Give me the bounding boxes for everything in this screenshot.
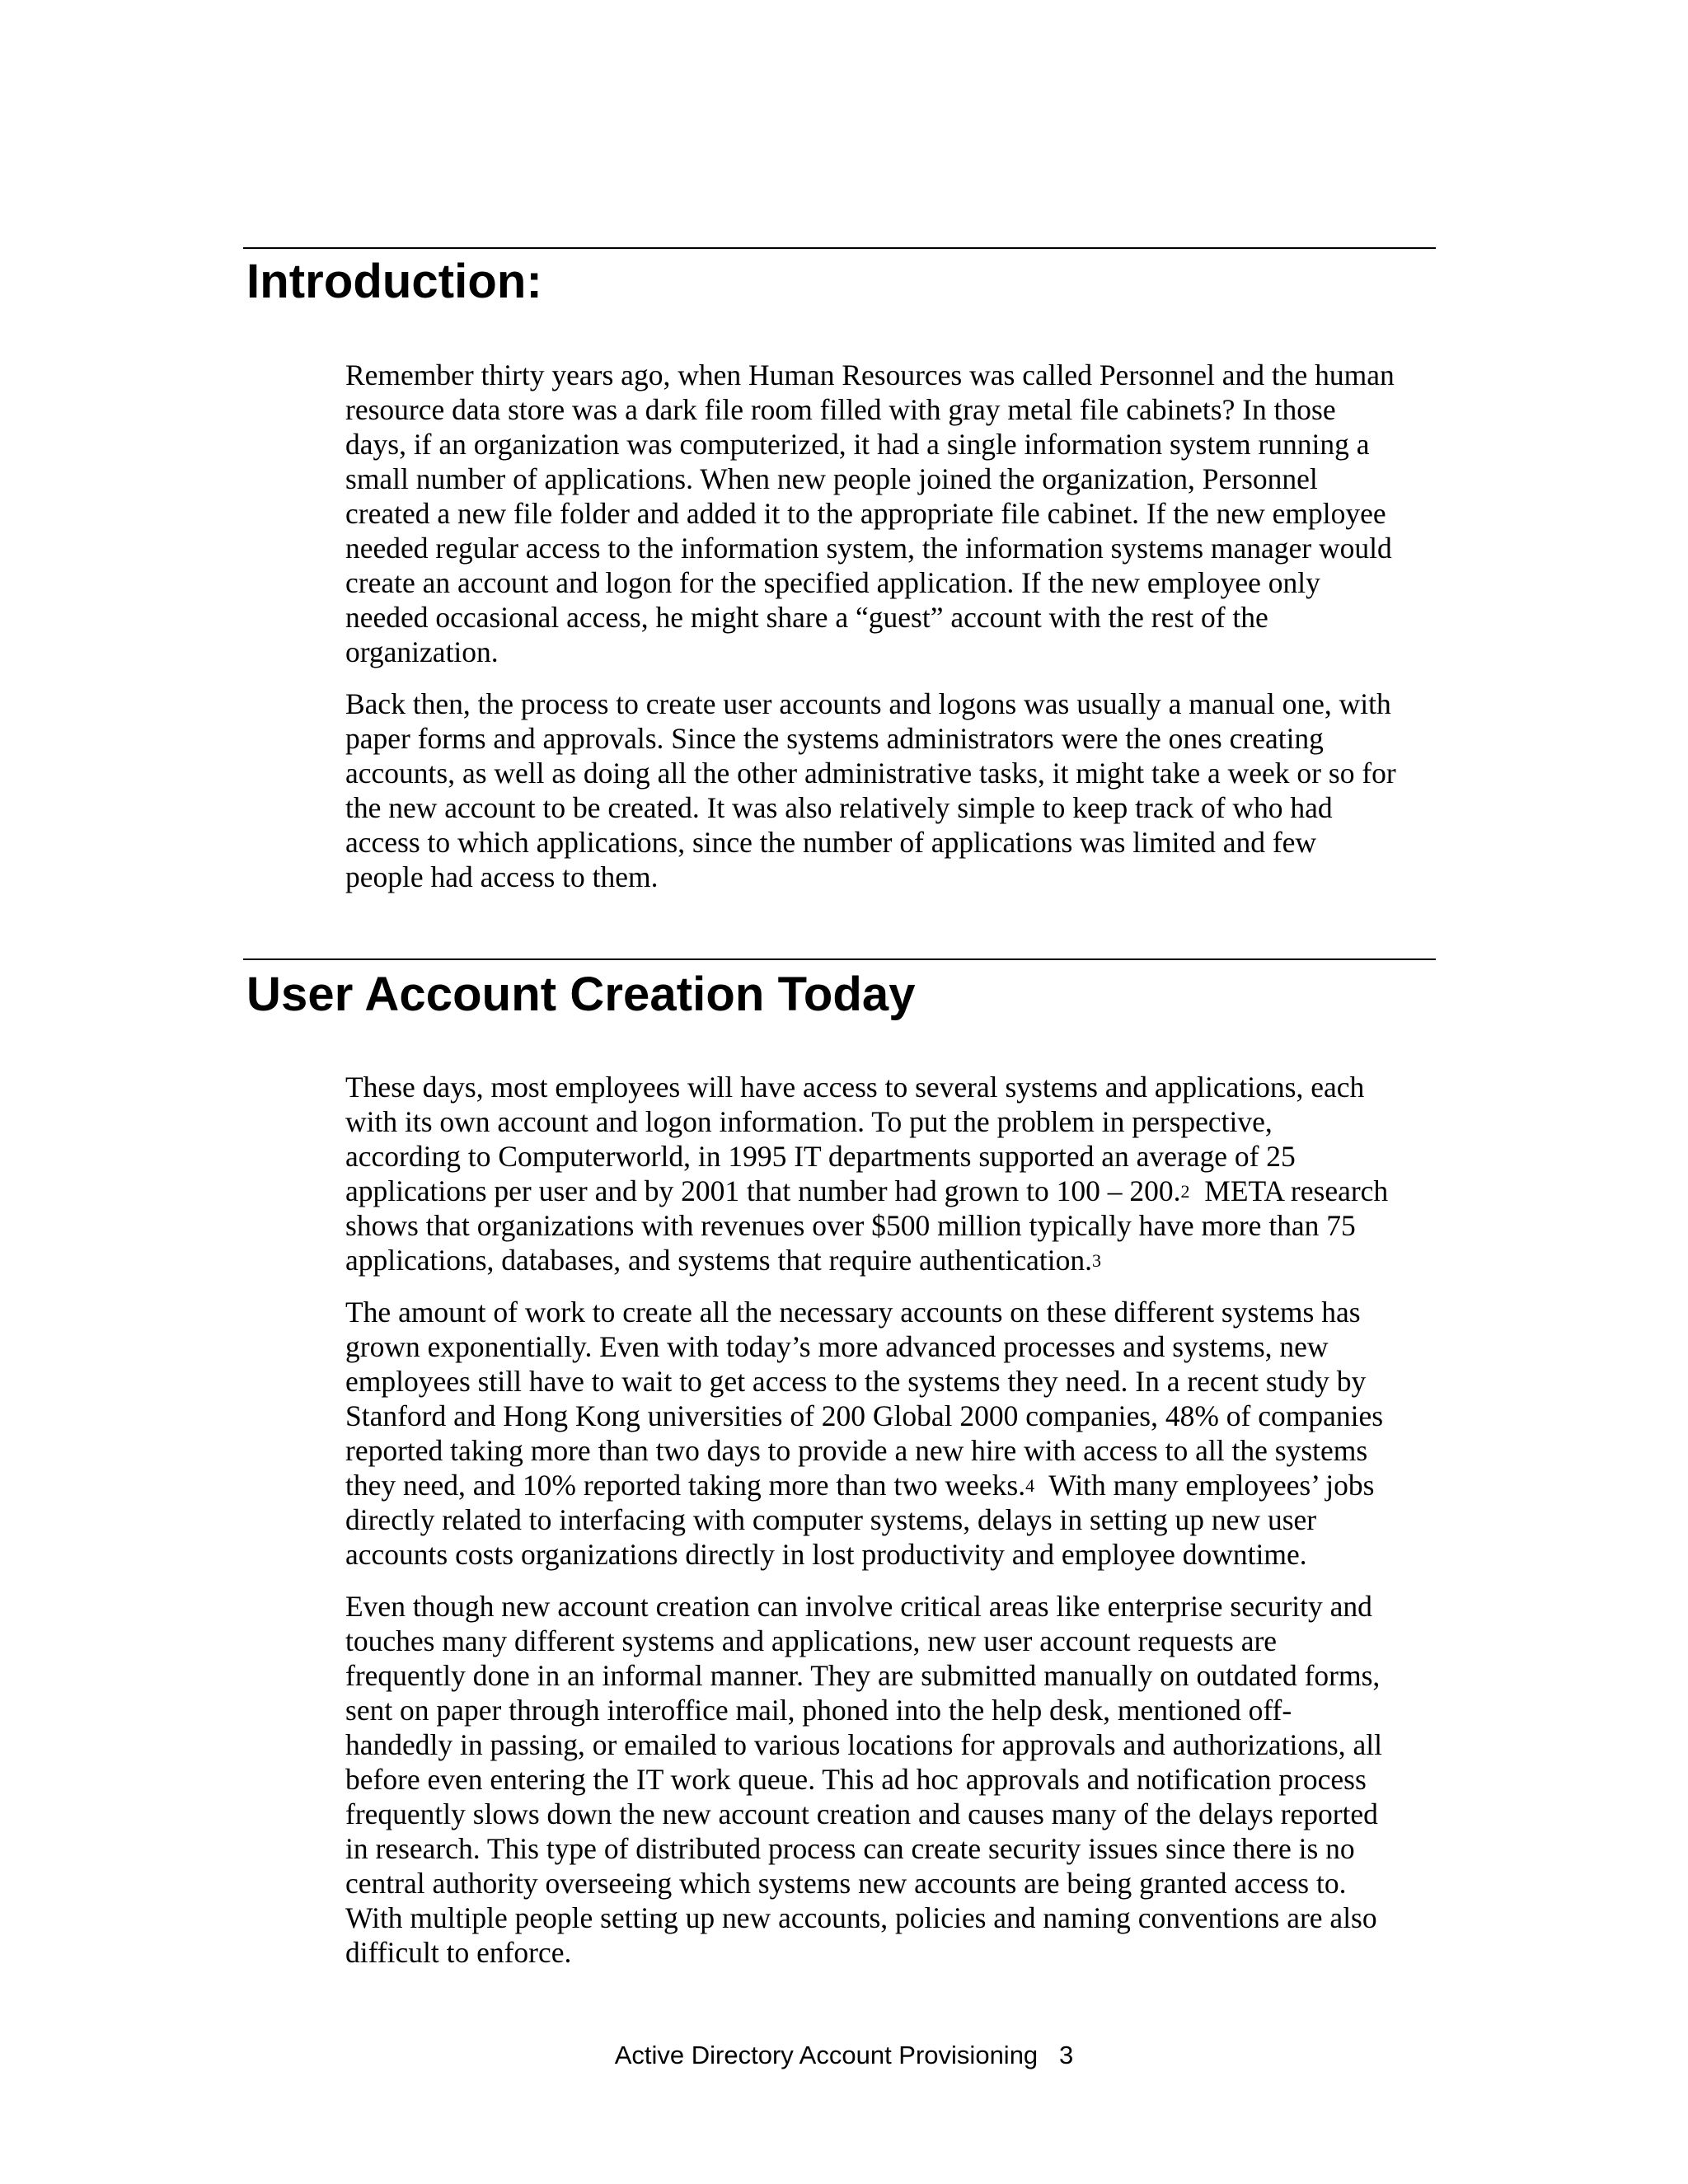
footnote-reference: 2	[1180, 1181, 1190, 1202]
text-line: created a new file folder and added it to the appropriate file cabinet. If the new employee	[345, 497, 1386, 530]
text-line: resource data store was a dark file room filled with gray metal file cabinets? In those	[345, 393, 1336, 426]
text-line: before even entering the IT work queue. This ad hoc approvals and notification process	[345, 1763, 1367, 1796]
text-line: with its own account and logon information. To put the problem in perspective,	[345, 1105, 1273, 1138]
text-line: sent on paper through interoffice mail, phoned into the help desk, mentioned off-	[345, 1694, 1292, 1727]
section-divider	[243, 247, 1436, 249]
text-line: paper forms and approvals. Since the systems administrators were the ones creating	[345, 722, 1324, 755]
text-line: access to which applications, since the number of applications was limited and few	[345, 826, 1317, 859]
section-heading-user-account-creation-today: User Account Creation Today	[246, 968, 916, 1021]
text-line: according to Computerworld, in 1995 IT departments supported an average of 25	[345, 1140, 1296, 1173]
text-line: small number of applications. When new people joined the organization, Personnel	[345, 462, 1318, 495]
body-paragraph	[345, 358, 1442, 669]
body-paragraph	[345, 1589, 1442, 1970]
text-line: Even though new account creation can involve critical areas like enterprise security and	[345, 1590, 1372, 1623]
text-line: accounts costs organizations directly in lost productivity and employee downtime.	[345, 1538, 1307, 1571]
text-line: Back then, the process to create user accounts and logons was usually a manual one, with	[345, 687, 1391, 720]
text-line: These days, most employees will have access to several systems and applications, each	[345, 1071, 1365, 1104]
text-line: Stanford and Hong Kong universities of 200 Global 2000 companies, 48% of companies	[345, 1399, 1384, 1432]
text-line: the new account to be created. It was also relatively simple to keep track of who had	[345, 791, 1333, 824]
text-line: organization.	[345, 635, 499, 668]
section-body-user-account-creation-today	[345, 1070, 1442, 1987]
footnote-reference: 3	[1091, 1250, 1101, 1271]
text-line: touches many different systems and applications, new user account requests are	[345, 1624, 1278, 1657]
text-line: With multiple people setting up new accounts, policies and naming conventions are also	[345, 1901, 1377, 1934]
text-line: shows that organizations with revenues over $500 million typically have more than 75	[345, 1209, 1356, 1242]
footnote-reference: 4	[1025, 1475, 1035, 1496]
line-text-continued: META research	[1189, 1174, 1389, 1207]
line-text: they need, and 10% reported taking more than two weeks.	[345, 1469, 1026, 1502]
text-line: in research. This type of distributed process can create security issues since there is no	[345, 1832, 1355, 1865]
text-line: central authority overseeing which systems new accounts are being granted access to.	[345, 1867, 1347, 1900]
text-line: handedly in passing, or emailed to various locations for approvals and authorizations, all	[345, 1728, 1382, 1761]
body-paragraph	[345, 1295, 1442, 1572]
body-paragraph	[345, 1070, 1442, 1277]
text-line: needed occasional access, he might share a “guest” account with the rest of the	[345, 601, 1268, 634]
text-line	[345, 1243, 1442, 1277]
text-line: difficult to enforce.	[345, 1936, 572, 1969]
line-text: applications per user and by 2001 that number had grown to 100 – 200.	[345, 1174, 1181, 1207]
footer-document-title: Active Directory Account Provisioning	[614, 2041, 1039, 2069]
text-line: days, if an organization was computerized, it had a single information system running a	[345, 428, 1370, 461]
body-paragraph	[345, 687, 1442, 894]
text-line: Remember thirty years ago, when Human Resources was called Personnel and the human	[345, 359, 1395, 391]
section-heading-introduction: Introduction:	[246, 255, 542, 308]
text-line	[345, 1174, 1442, 1208]
section-body-introduction	[345, 358, 1442, 912]
text-line: frequently slows down the new account creation and causes many of the delays reported	[345, 1797, 1378, 1830]
page-number: 3	[1059, 2041, 1074, 2069]
text-line: reported taking more than two days to provide a new hire with access to all the systems	[345, 1434, 1368, 1467]
page-footer	[0, 2042, 1688, 2068]
text-line: frequently done in an informal manner. They are submitted manually on outdated forms,	[345, 1659, 1381, 1692]
text-line: people had access to them.	[345, 860, 659, 893]
text-line: create an account and logon for the specified application. If the new employee only	[345, 566, 1320, 599]
text-line	[345, 1468, 1442, 1502]
line-text-continued: With many employees’ jobs	[1034, 1469, 1375, 1502]
text-line: needed regular access to the information system, the information systems manager would	[345, 532, 1392, 565]
text-line: grown exponentially. Even with today’s more advanced processes and systems, new	[345, 1330, 1329, 1363]
text-line: directly related to interfacing with computer systems, delays in setting up new user	[345, 1503, 1317, 1536]
line-text: applications, databases, and systems that require authentication.	[345, 1244, 1092, 1277]
section-divider	[243, 958, 1436, 960]
text-line: accounts, as well as doing all the other administrative tasks, it might take a week or so for	[345, 757, 1396, 790]
text-line: The amount of work to create all the necessary accounts on these different systems has	[345, 1296, 1361, 1329]
text-line: employees still have to wait to get access to the systems they need. In a recent study by	[345, 1365, 1367, 1398]
